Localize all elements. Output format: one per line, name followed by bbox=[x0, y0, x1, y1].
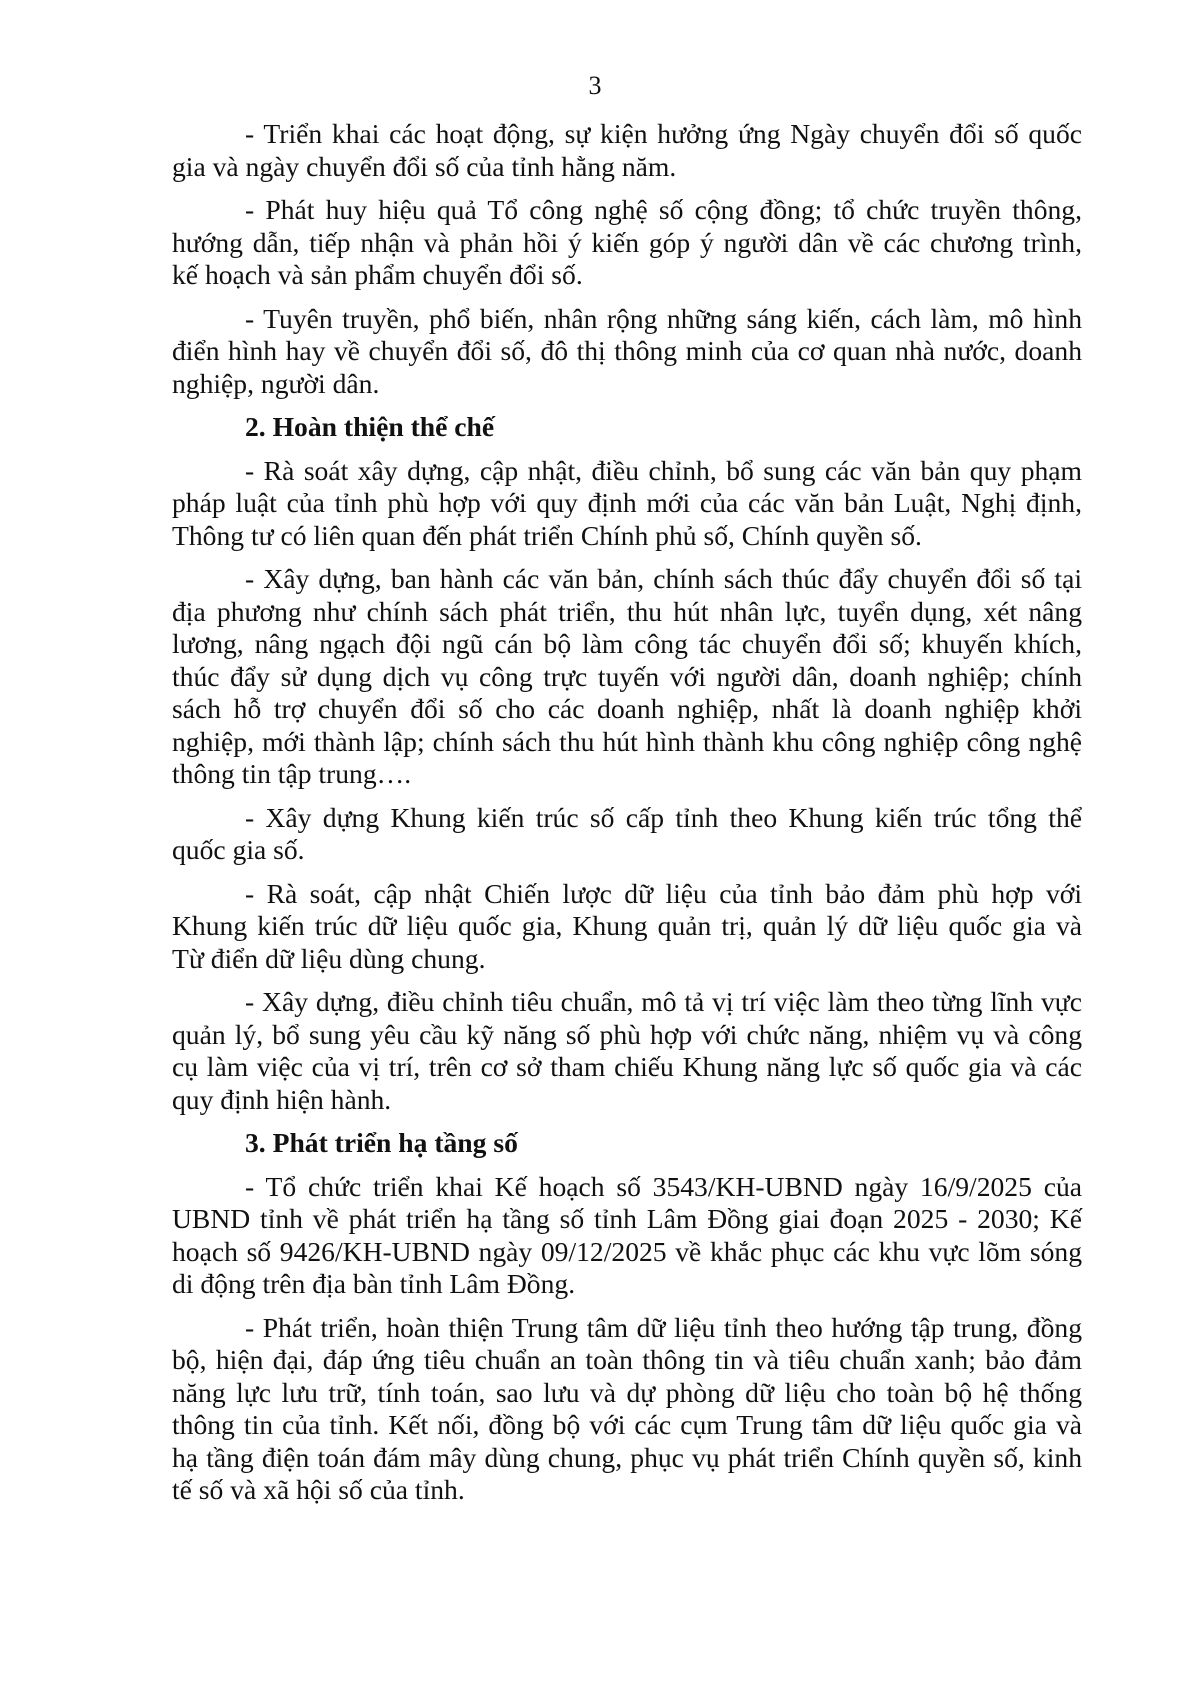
paragraph-line: pháp luật của tỉnh phù hợp với quy định mới của các văn bản Luật, Nghị định, bbox=[172, 487, 1082, 518]
paragraph-line: điển hình hay về chuyển đổi số, đô thị thông minh của cơ quan nhà nước, doanh bbox=[172, 335, 1082, 366]
paragraph-line: - Tổ chức triển khai Kế hoạch số 3543/KH-UBND ngày 16/9/2025 của bbox=[245, 1170, 1082, 1202]
paragraph-line: gia và ngày chuyển đổi số của tỉnh hằng năm. bbox=[172, 150, 677, 182]
paragraph-line: hướng dẫn, tiếp nhận và phản hồi ý kiến góp ý người dân về các chương trình, bbox=[172, 226, 1082, 258]
paragraph-line: - Phát huy hiệu quả Tổ công nghệ số cộng đồng; tổ chức truyền thông, bbox=[245, 194, 1082, 225]
paragraph-line: nghiệp, mới thành lập; chính sách thu hút hình thành khu công nghiệp công nghệ bbox=[172, 725, 1082, 757]
paragraph-line: - Xây dựng, điều chỉnh tiêu chuẩn, mô tả vị trí việc làm theo từng lĩnh vực bbox=[245, 986, 1082, 1017]
paragraph-line: - Phát triển, hoàn thiện Trung tâm dữ liệu tỉnh theo hướng tập trung, đồng bbox=[245, 1311, 1082, 1343]
paragraph-line: - Triển khai các hoạt động, sự kiện hưởng ứng Ngày chuyển đổi số quốc bbox=[245, 118, 1082, 149]
paragraph-line: quản lý, bổ sung yêu cầu kỹ năng số phù hợp với chức năng, nhiệm vụ và công bbox=[172, 1018, 1082, 1050]
paragraph bbox=[172, 194, 1082, 292]
paragraph-line: - Rà soát, cập nhật Chiến lược dữ liệu của tỉnh bảo đảm phù hợp với bbox=[245, 877, 1082, 909]
paragraph-line: nghiệp, người dân. bbox=[172, 367, 380, 399]
paragraph-line: UBND tỉnh về phát triển hạ tầng số tỉnh Lâm Đồng giai đoạn 2025 - 2030; Kế bbox=[172, 1203, 1082, 1234]
paragraph-line: - Xây dựng Khung kiến trúc số cấp tỉnh theo Khung kiến trúc tổng thể bbox=[245, 801, 1082, 833]
paragraph bbox=[172, 878, 1082, 976]
paragraph-line: lương, nâng ngạch đội ngũ cán bộ làm công tác chuyển đổi số; khuyến khích, bbox=[172, 628, 1082, 659]
paragraph bbox=[172, 1171, 1082, 1301]
paragraph bbox=[172, 303, 1082, 401]
heading-text: 3. Phát triển hạ tầng số bbox=[245, 1127, 518, 1158]
paragraph-line: cụ làm việc của vị trí, trên cơ sở tham chiếu Khung năng lực số quốc gia và các bbox=[172, 1051, 1082, 1082]
paragraph bbox=[172, 563, 1082, 791]
paragraph-line: thông tin của tỉnh. Kết nối, đồng bộ với các cụm Trung tâm dữ liệu quốc gia và bbox=[172, 1409, 1082, 1440]
paragraph bbox=[172, 118, 1082, 183]
paragraph-line: - Xây dựng, ban hành các văn bản, chính sách thúc đẩy chuyển đổi số tại bbox=[245, 563, 1082, 594]
section-heading bbox=[172, 1127, 1082, 1160]
paragraph-line: di động trên địa bàn tỉnh Lâm Đồng. bbox=[172, 1268, 576, 1299]
paragraph bbox=[172, 1312, 1082, 1507]
page-number: 3 bbox=[588, 71, 602, 100]
paragraph bbox=[172, 802, 1082, 867]
paragraph-line: sách hỗ trợ chuyển đổi số cho các doanh nghiệp, nhất là doanh nghiệp khởi bbox=[172, 693, 1082, 724]
heading-text: 2. Hoàn thiện thể chế bbox=[245, 411, 495, 442]
paragraph-line: - Tuyên truyền, phổ biến, nhân rộng những sáng kiến, cách làm, mô hình bbox=[245, 302, 1082, 334]
paragraph-line: thông tin tập trung…. bbox=[172, 758, 412, 789]
paragraph-line: tế số và xã hội số của tỉnh. bbox=[172, 1474, 465, 1505]
paragraph-line: quy định hiện hành. bbox=[172, 1083, 392, 1115]
paragraph-line: - Rà soát xây dựng, cập nhật, điều chỉnh, bổ sung các văn bản quy phạm bbox=[245, 454, 1082, 486]
paragraph-line: kế hoạch và sản phẩm chuyển đổi số. bbox=[172, 259, 583, 290]
document-body bbox=[172, 118, 1082, 1518]
section-heading bbox=[172, 411, 1082, 444]
paragraph-line: bộ, hiện đại, đáp ứng tiêu chuẩn an toàn thông tin và tiêu chuẩn xanh; bảo đảm bbox=[172, 1344, 1082, 1375]
paragraph-line: hạ tầng điện toán đám mây dùng chung, phục vụ phát triển Chính quyền số, kinh bbox=[172, 1441, 1082, 1473]
paragraph-line: Từ điển dữ liệu dùng chung. bbox=[172, 942, 486, 974]
paragraph-line: thúc đẩy sử dụng dịch vụ công trực tuyến với người dân, doanh nghiệp; chính bbox=[172, 660, 1082, 692]
paragraph-line: Khung kiến trúc dữ liệu quốc gia, Khung quản trị, quản lý dữ liệu quốc gia và bbox=[172, 910, 1082, 941]
paragraph-line: quốc gia số. bbox=[172, 834, 305, 865]
paragraph-line: địa phương như chính sách phát triển, thu hút nhân lực, tuyển dụng, xét nâng bbox=[172, 595, 1082, 627]
paragraph bbox=[172, 455, 1082, 553]
paragraph bbox=[172, 986, 1082, 1116]
paragraph-line: năng lực lưu trữ, tính toán, sao lưu và dự phòng dữ liệu cho toàn bộ hệ thống bbox=[172, 1376, 1082, 1408]
paragraph-line: hoạch số 9426/KH-UBND ngày 09/12/2025 về khắc phục các khu vực lõm sóng bbox=[172, 1235, 1082, 1267]
paragraph-line: Thông tư có liên quan đến phát triển Chính phủ số, Chính quyền số. bbox=[172, 519, 922, 551]
